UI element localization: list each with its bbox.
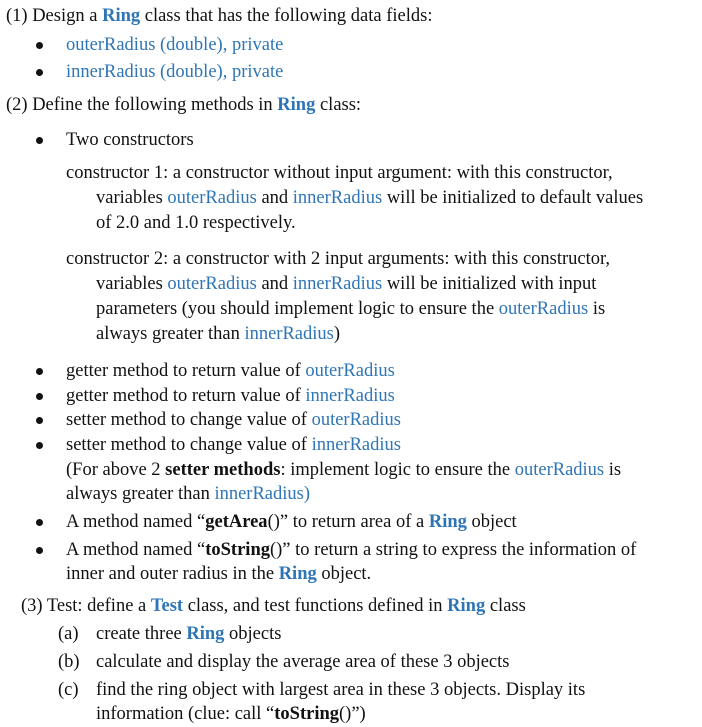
ctor2-line4: always greater than innerRadius) <box>96 324 341 344</box>
section-2-label: (2) Define <box>6 95 83 115</box>
ctor1-line2: variables outerRadius and innerRadius will be initialized to default values <box>96 188 644 208</box>
ctor1-line3: of 2.0 and 1.0 respectively. <box>96 213 296 233</box>
step-a-text: create three Ring objects <box>96 624 282 644</box>
section-1-heading <box>6 4 432 28</box>
inner-radius-ref: innerRadius <box>292 274 383 294</box>
field-outer-radius: outerRadius (double), private <box>66 35 284 55</box>
bullet-icon <box>36 547 43 554</box>
ring-class-name: Ring <box>447 596 486 616</box>
method-set-outer: setter method to change value of outerRadius <box>66 410 401 430</box>
two-constructors: Two constructors <box>66 130 194 150</box>
inner-radius-ref: innerRadius <box>292 188 383 208</box>
method-set-inner: setter method to change value of innerRadius <box>66 435 401 455</box>
outer-radius-ref: outerRadius <box>167 274 257 294</box>
bullet-icon <box>36 368 43 375</box>
ctor2-line3: parameters (you should implement logic to ensure the outerRadius is <box>96 299 606 319</box>
section-2-heading <box>6 93 361 117</box>
bullet-icon <box>36 69 43 76</box>
step-c-label: (c) <box>58 680 79 700</box>
bullet-icon <box>36 393 43 400</box>
section-3-label: (3) Test: define a <box>21 596 147 616</box>
ring-class-name: Ring <box>277 95 316 115</box>
bullet-icon <box>36 519 43 526</box>
step-a-label: (a) <box>58 624 79 644</box>
field-inner-radius: innerRadius (double), private <box>66 62 284 82</box>
ctor1-line1: constructor 1: a constructor without input argument: with this constructor, <box>66 163 613 183</box>
bullet-icon <box>36 442 43 449</box>
setter-note-line1: (For above 2 setter methods: implement logic to ensure the outerRadius is <box>66 460 622 480</box>
outer-radius-ref: outerRadius <box>498 299 589 319</box>
ring-class-name: Ring <box>102 6 141 26</box>
bullet-icon <box>36 417 43 424</box>
section-2-rest: class: <box>319 95 362 115</box>
method-get-outer: getter method to return value of outerRadius <box>66 361 395 381</box>
text-the: the <box>87 95 110 115</box>
section-2-mid: following methods in <box>114 95 273 115</box>
method-get-inner: getter method to return value of innerRadius <box>66 386 395 406</box>
method-get-area: A method named “getArea()” to return area of a Ring object <box>66 512 517 532</box>
outer-radius-ref: outerRadius <box>167 188 257 208</box>
test-class-name: Test <box>150 596 184 616</box>
ctor2-line2: variables outerRadius and innerRadius will be initialized with input <box>96 274 597 294</box>
bullet-icon <box>36 137 43 144</box>
bullet-icon <box>36 42 43 49</box>
section-1-rest: class that has the following data fields: <box>144 6 433 26</box>
step-b-label: (b) <box>58 652 80 672</box>
setter-note-line2: always greater than innerRadius) <box>66 484 311 504</box>
step-b-text: calculate and display the average area of these 3 objects <box>96 652 510 672</box>
section-3-heading: (3) Test: define a Test class, and test functions defined in Ring class <box>21 596 526 616</box>
ctor2-line1: constructor 2: a constructor with 2 input arguments: with this constructor, <box>66 249 611 269</box>
inner-radius-ref: innerRadius <box>244 324 334 344</box>
method-to-string: A method named “toString()” to return a string to express the information of <box>66 540 637 560</box>
section-1-label: (1) Design a <box>6 6 98 26</box>
step-c-line2: information (clue: call “toString()”) <box>96 704 366 724</box>
step-c-line1: find the ring object with largest area in these 3 objects. Display its <box>96 680 586 700</box>
method-to-string-line2: inner and outer radius in the Ring object. <box>66 564 372 584</box>
